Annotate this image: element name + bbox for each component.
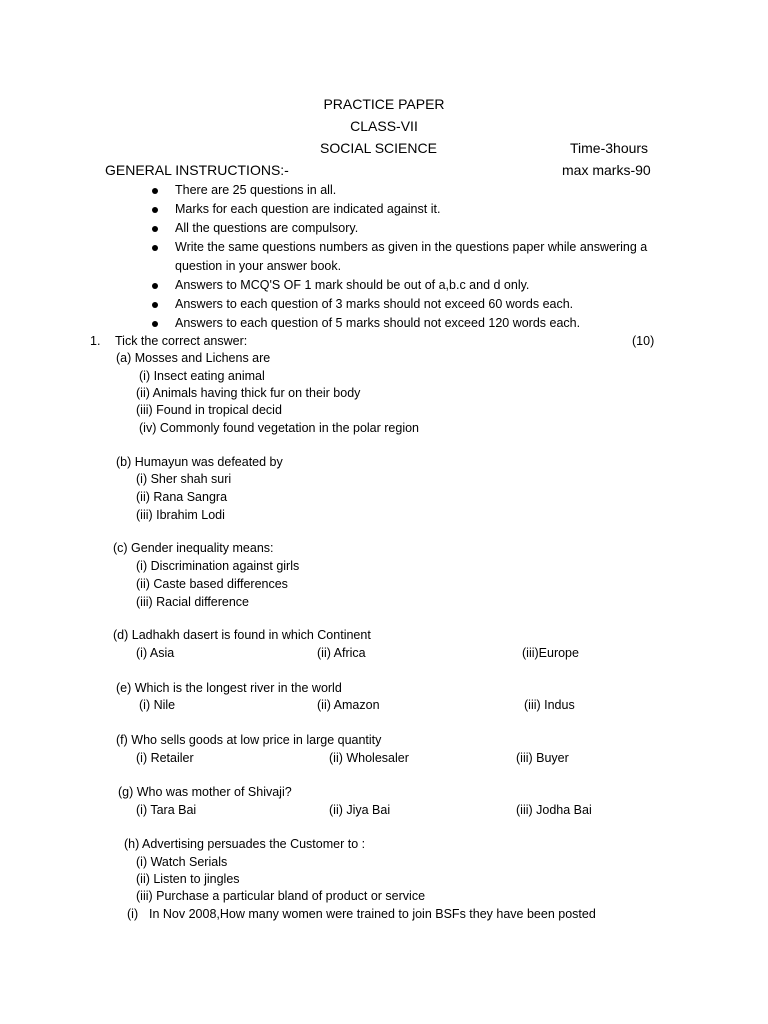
mcq-option: (ii) Amazon bbox=[317, 698, 380, 712]
instruction-item: There are 25 questions in all. bbox=[175, 183, 337, 197]
bullet-icon bbox=[152, 188, 158, 194]
bullet-icon bbox=[152, 226, 158, 232]
instruction-item: Marks for each question are indicated against it. bbox=[175, 202, 441, 216]
mcq-stem: (c) Gender inequality means: bbox=[113, 541, 274, 555]
instruction-item: Answers to each question of 3 marks should not exceed 60 words each. bbox=[175, 297, 574, 311]
instruction-item-continued: question in your answer book. bbox=[175, 259, 342, 273]
mcq-option: (i) Insect eating animal bbox=[139, 369, 265, 383]
mcq-stem: In Nov 2008,How many women were trained to join BSFs they have been posted bbox=[149, 907, 596, 921]
subject-label: SOCIAL SCIENCE bbox=[320, 140, 437, 156]
mcq-stem: (e) Which is the longest river in the world bbox=[116, 681, 342, 695]
mcq-option: (ii) Rana Sangra bbox=[136, 490, 228, 504]
mcq-option: (ii) Jiya Bai bbox=[329, 803, 391, 817]
bullet-icon bbox=[152, 321, 158, 327]
mcq-option: (iii) Jodha Bai bbox=[516, 803, 592, 817]
mcq-option: (iii) Buyer bbox=[516, 751, 569, 765]
mcq-stem: (h) Advertising persuades the Customer to : bbox=[124, 837, 366, 851]
mcq-option: (i) Nile bbox=[139, 698, 176, 712]
mcq-option: (iii) Ibrahim Lodi bbox=[136, 508, 225, 522]
bullet-icon bbox=[152, 283, 158, 289]
instructions-heading: GENERAL INSTRUCTIONS:- bbox=[105, 162, 289, 178]
question-number: 1. bbox=[90, 334, 101, 348]
mcq-label: (i) bbox=[127, 907, 139, 921]
mcq-option: (iii) Racial difference bbox=[136, 595, 250, 609]
mcq-option: (i) Retailer bbox=[136, 751, 194, 765]
mcq-option: (iv) Commonly found vegetation in the polar region bbox=[139, 421, 420, 435]
mcq-option: (ii) Wholesaler bbox=[329, 751, 409, 765]
mcq-option: (iii) Indus bbox=[524, 698, 575, 712]
mcq-option: (ii) Animals having thick fur on their body bbox=[136, 386, 361, 400]
mcq-option: (i) Sher shah suri bbox=[136, 472, 232, 486]
max-marks-label: max marks-90 bbox=[562, 162, 651, 178]
mcq-stem: (a) Mosses and Lichens are bbox=[116, 351, 271, 365]
question-marks: (10) bbox=[632, 334, 655, 348]
mcq-option: (i) Tara Bai bbox=[136, 803, 197, 817]
mcq-option: (iii)Europe bbox=[522, 646, 579, 660]
mcq-option: (i) Discrimination against girls bbox=[136, 559, 300, 573]
mcq-option: (iii) Purchase a particular bland of product or service bbox=[136, 889, 426, 903]
mcq-option: (iii) Found in tropical decid bbox=[136, 403, 282, 417]
mcq-option: (ii) Africa bbox=[317, 646, 366, 660]
mcq-option: (i) Watch Serials bbox=[136, 855, 228, 869]
class-label: CLASS-VII bbox=[350, 118, 418, 134]
instruction-item: Answers to MCQ'S OF 1 mark should be out of a,b.c and d only. bbox=[175, 278, 530, 292]
mcq-stem: (d) Ladhakh dasert is found in which Continent bbox=[113, 628, 371, 642]
bullet-icon bbox=[152, 207, 158, 213]
instruction-item: Answers to each question of 5 marks should not exceed 120 words each. bbox=[175, 316, 581, 330]
mcq-stem: (f) Who sells goods at low price in large quantity bbox=[116, 733, 382, 747]
mcq-option: (ii) Caste based differences bbox=[136, 577, 288, 591]
time-label: Time-3hours bbox=[570, 140, 649, 156]
mcq-option: (i) Asia bbox=[136, 646, 175, 660]
instruction-item: Write the same questions numbers as given in the questions paper while answering a bbox=[175, 240, 648, 254]
mcq-stem: (g) Who was mother of Shivaji? bbox=[118, 785, 292, 799]
mcq-option: (ii) Listen to jingles bbox=[136, 872, 240, 886]
instruction-item: All the questions are compulsory. bbox=[175, 221, 359, 235]
question-text: Tick the correct answer: bbox=[115, 334, 248, 348]
bullet-icon bbox=[152, 245, 158, 251]
bullet-icon bbox=[152, 302, 158, 308]
mcq-stem: (b) Humayun was defeated by bbox=[116, 455, 283, 469]
paper-title: PRACTICE PAPER bbox=[323, 96, 445, 112]
